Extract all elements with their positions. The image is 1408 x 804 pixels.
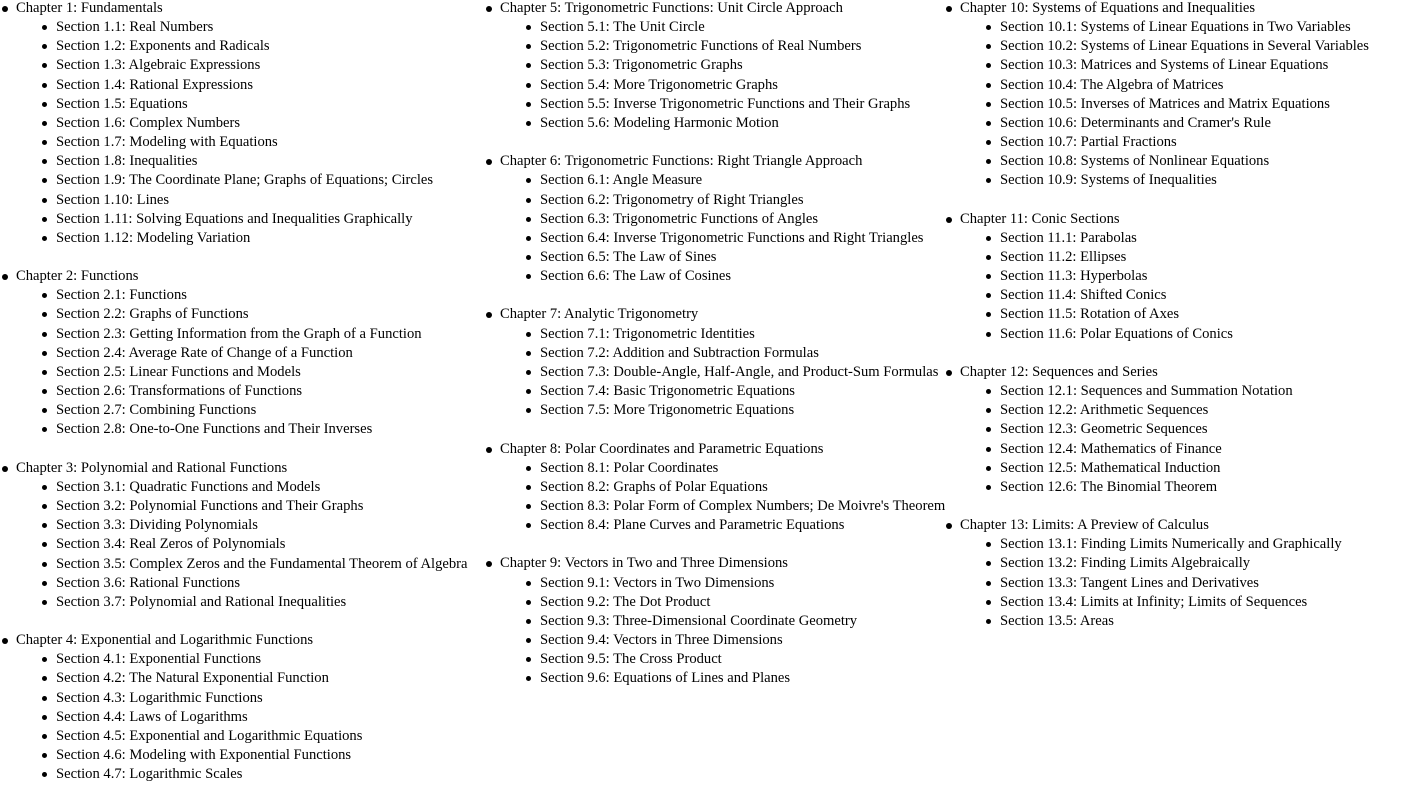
section-list [960,18,1408,190]
section-item: Section 10.7: Partial Fractions [1000,133,1408,152]
section-item: Section 8.4: Plane Curves and Parametric Equations [540,516,950,535]
toc-column-1 [0,0,478,804]
chapter-title: Chapter 11: Conic Sections [960,210,1120,227]
section-item: Section 5.2: Trigonometric Functions of Real Numbers [540,37,950,56]
section-item: Section 4.7: Logarithmic Scales [56,765,478,784]
section-item: Section 4.5: Exponential and Logarithmic Equations [56,727,478,746]
section-item: Section 6.1: Angle Measure [540,171,950,190]
section-list [500,325,950,421]
section-item: Section 2.7: Combining Functions [56,401,478,420]
section-item: Section 4.2: The Natural Exponential Function [56,669,478,688]
section-list [960,535,1408,631]
section-item: Section 10.1: Systems of Linear Equations in Two Variables [1000,18,1408,37]
chapter-title: Chapter 5: Trigonometric Functions: Unit Circle Approach [500,0,843,16]
section-item: Section 9.3: Three-Dimensional Coordinate Geometry [540,612,950,631]
section-item: Section 9.2: The Dot Product [540,593,950,612]
section-item: Section 5.6: Modeling Harmonic Motion [540,114,950,133]
section-item: Section 1.3: Algebraic Expressions [56,56,478,75]
chapter-title: Chapter 13: Limits: A Preview of Calculus [960,517,1209,534]
section-item: Section 10.8: Systems of Nonlinear Equations [1000,152,1408,171]
section-item: Section 12.1: Sequences and Summation Notation [1000,382,1408,401]
section-item: Section 3.2: Polynomial Functions and Their Graphs [56,497,478,516]
section-item: Section 6.4: Inverse Trigonometric Functions and Right Triangles [540,229,950,248]
chapter-item [944,363,1408,497]
chapter-title: Chapter 10: Systems of Equations and Inequalities [960,0,1256,16]
section-item: Section 9.1: Vectors in Two Dimensions [540,574,950,593]
section-item: Section 12.4: Mathematics of Finance [1000,440,1408,459]
section-item: Section 4.1: Exponential Functions [56,650,478,669]
section-item: Section 1.8: Inequalities [56,152,478,171]
chapter-item [484,305,950,420]
section-item: Section 1.11: Solving Equations and Inequalities Graphically [56,210,478,229]
section-list [16,286,478,439]
section-item: Section 10.9: Systems of Inequalities [1000,171,1408,190]
section-item: Section 11.5: Rotation of Axes [1000,305,1408,324]
section-item: Section 1.5: Equations [56,95,478,114]
section-item: Section 11.4: Shifted Conics [1000,286,1408,305]
chapter-title: Chapter 6: Trigonometric Functions: Right Triangle Approach [500,153,863,170]
section-item: Section 2.1: Functions [56,286,478,305]
chapter-title: Chapter 3: Polynomial and Rational Functions [16,459,288,476]
section-item: Section 2.6: Transformations of Functions [56,382,478,401]
chapter-item [0,459,478,612]
section-item: Section 2.8: One-to-One Functions and Their Inverses [56,420,478,439]
section-item: Section 2.4: Average Rate of Change of a Function [56,344,478,363]
section-item: Section 1.10: Lines [56,191,478,210]
section-item: Section 4.3: Logarithmic Functions [56,689,478,708]
section-item: Section 11.6: Polar Equations of Conics [1000,325,1408,344]
section-item: Section 11.1: Parabolas [1000,229,1408,248]
section-list [500,18,950,133]
section-item: Section 7.1: Trigonometric Identities [540,325,950,344]
section-item: Section 8.3: Polar Form of Complex Numbers; De Moivre's Theorem [540,497,950,516]
chapter-item [0,631,478,784]
section-item: Section 10.5: Inverses of Matrices and Matrix Equations [1000,95,1408,114]
section-item: Section 7.3: Double-Angle, Half-Angle, and Product-Sum Formulas [540,363,950,382]
chapter-item [484,554,950,688]
chapter-title: Chapter 7: Analytic Trigonometry [500,306,699,323]
section-item: Section 3.6: Rational Functions [56,574,478,593]
chapter-title: Chapter 12: Sequences and Series [960,363,1158,380]
section-list [500,574,950,689]
section-item: Section 1.7: Modeling with Equations [56,133,478,152]
section-item: Section 4.6: Modeling with Exponential Functions [56,746,478,765]
section-item: Section 5.3: Trigonometric Graphs [540,56,950,75]
section-item: Section 6.5: The Law of Sines [540,248,950,267]
chapter-item [484,152,950,286]
section-item: Section 1.4: Rational Expressions [56,76,478,95]
section-item: Section 3.3: Dividing Polynomials [56,516,478,535]
section-item: Section 5.5: Inverse Trigonometric Functions and Their Graphs [540,95,950,114]
section-list [16,18,478,248]
chapter-title: Chapter 4: Exponential and Logarithmic Functions [16,632,314,649]
section-list [500,171,950,286]
section-item: Section 5.1: The Unit Circle [540,18,950,37]
section-item: Section 1.6: Complex Numbers [56,114,478,133]
chapter-title: Chapter 1: Fundamentals [16,0,163,16]
section-item: Section 13.2: Finding Limits Algebraically [1000,554,1408,573]
chapter-item [0,0,478,248]
section-item: Section 6.2: Trigonometry of Right Triangles [540,191,950,210]
chapter-item [484,0,950,133]
section-item: Section 4.4: Laws of Logarithms [56,708,478,727]
section-item: Section 13.4: Limits at Infinity; Limits of Sequences [1000,593,1408,612]
section-item: Section 1.12: Modeling Variation [56,229,478,248]
section-item: Section 10.6: Determinants and Cramer's Rule [1000,114,1408,133]
toc-column-2 [484,0,950,708]
chapter-title: Chapter 9: Vectors in Two and Three Dimensions [500,555,788,572]
section-item: Section 9.5: The Cross Product [540,650,950,669]
section-item: Section 10.2: Systems of Linear Equations in Several Variables [1000,37,1408,56]
chapter-title: Chapter 8: Polar Coordinates and Parametric Equations [500,440,824,457]
section-item: Section 1.9: The Coordinate Plane; Graphs of Equations; Circles [56,171,478,190]
chapter-item [944,516,1408,631]
chapter-item [0,267,478,439]
section-item: Section 3.5: Complex Zeros and the Fundamental Theorem of Algebra [56,555,478,574]
section-item: Section 13.1: Finding Limits Numerically and Graphically [1000,535,1408,554]
section-list [16,650,478,784]
section-item: Section 1.1: Real Numbers [56,18,478,37]
section-item: Section 7.5: More Trigonometric Equations [540,401,950,420]
section-list [960,229,1408,344]
section-item: Section 8.2: Graphs of Polar Equations [540,478,950,497]
section-item: Section 11.2: Ellipses [1000,248,1408,267]
chapter-item [944,210,1408,344]
section-item: Section 11.3: Hyperbolas [1000,267,1408,286]
section-item: Section 6.3: Trigonometric Functions of Angles [540,210,950,229]
section-item: Section 5.4: More Trigonometric Graphs [540,76,950,95]
section-list [500,459,950,536]
section-item: Section 7.2: Addition and Subtraction Formulas [540,344,950,363]
section-item: Section 3.4: Real Zeros of Polynomials [56,535,478,554]
section-item: Section 12.2: Arithmetic Sequences [1000,401,1408,420]
section-item: Section 9.6: Equations of Lines and Planes [540,669,950,688]
section-item: Section 2.5: Linear Functions and Models [56,363,478,382]
chapter-title: Chapter 2: Functions [16,268,139,285]
section-item: Section 9.4: Vectors in Three Dimensions [540,631,950,650]
toc-column-3 [944,0,1408,650]
chapter-item [944,0,1408,191]
section-item: Section 3.7: Polynomial and Rational Inequalities [56,593,478,612]
section-item: Section 1.2: Exponents and Radicals [56,37,478,56]
section-item: Section 12.5: Mathematical Induction [1000,459,1408,478]
section-item: Section 2.3: Getting Information from the Graph of a Function [56,325,478,344]
section-item: Section 8.1: Polar Coordinates [540,459,950,478]
section-item: Section 6.6: The Law of Cosines [540,267,950,286]
section-list [16,478,478,612]
section-item: Section 3.1: Quadratic Functions and Models [56,478,478,497]
section-item: Section 13.3: Tangent Lines and Derivatives [1000,574,1408,593]
chapter-item [484,440,950,536]
section-item: Section 10.3: Matrices and Systems of Linear Equations [1000,56,1408,75]
section-item: Section 2.2: Graphs of Functions [56,305,478,324]
section-item: Section 12.3: Geometric Sequences [1000,420,1408,439]
section-item: Section 7.4: Basic Trigonometric Equations [540,382,950,401]
section-item: Section 10.4: The Algebra of Matrices [1000,76,1408,95]
section-list [960,382,1408,497]
section-item: Section 13.5: Areas [1000,612,1408,631]
section-item: Section 12.6: The Binomial Theorem [1000,478,1408,497]
